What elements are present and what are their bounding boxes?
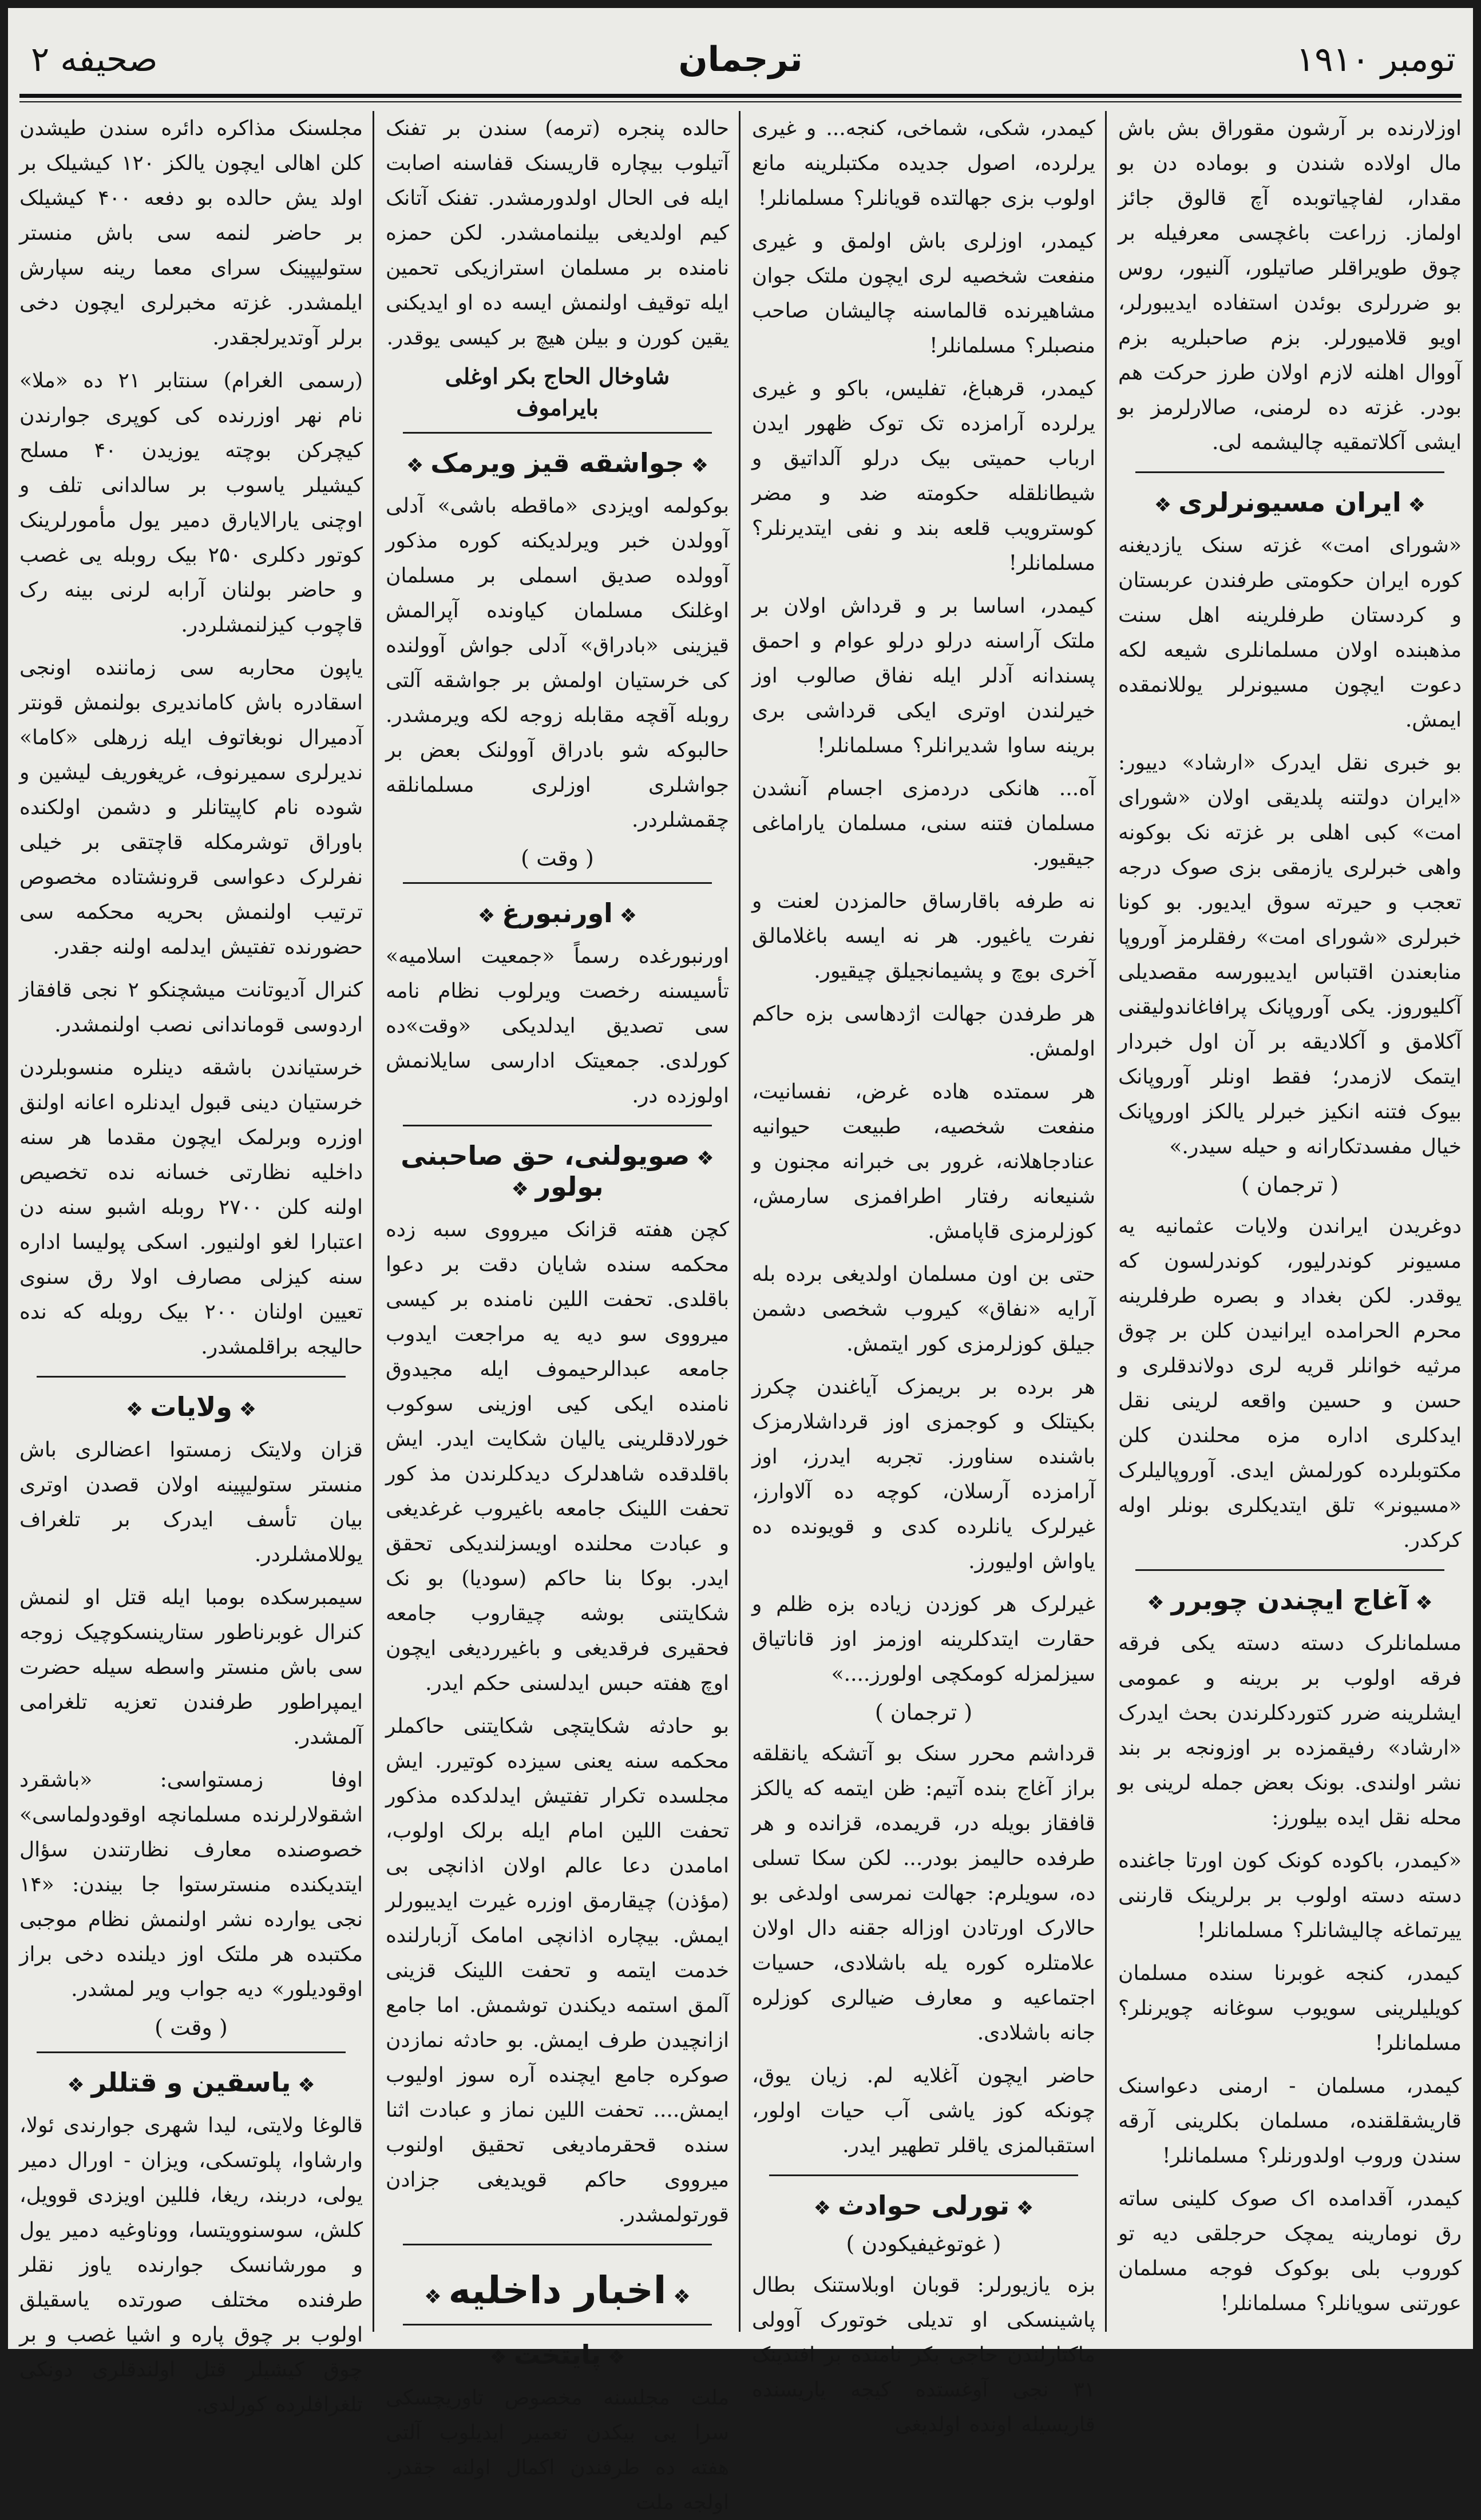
article-paragraph: خرستیاندن باشقه دینلره منسوبلردن خرستیان دینی قبول ایدنلره اعانه اولنق اوزره وبرلمک ایچون مقدما هر سنه داخلیه نظارتی خسانه نده تخصیص اولنه کلن ۲۷۰۰ روبله اشبو سنه دن اعتبارا لغو اولنیور. اسکی پولیسا اداره سنه کیزلی مصارف اولا رق سنوی تعیین اولنان ۲۰۰ بیک روبله که نده حالیجه براقلمشدر. [19,1056,363,1359]
source-credit: ( وقت ) [386,846,729,871]
author-signature: بایراموف [516,395,599,420]
newspaper-page [8,8,1473,2514]
section-separator [403,882,712,884]
source-credit: ( غوتوغیفیکودن ) [752,2231,1095,2256]
masthead-rule-thin [19,101,1462,102]
section-heading: ❖ تورلی حوادث ❖ [752,2190,1095,2221]
article-paragraph: بو خبری نقل ایدرک «ارشاد» دییور: «ایران دولتنه پلدیقی اولان «شورای امت» کبی اهلی بر غزته نک بوکونه واهی خبرلری یازمقی بزی صوک درجه تعجب و حیرته سوق ایدیور. بو کونا خبرلری «شورای امت» رفقلرمز آوروپا منابعندن اقتباس ایدیبورسه مقصدیلی آکلیوروز. یکی آوروپانک پرافاغاندولیقنی آکلامق و آکلادیقه بر آن اول خبردار ایتمک لازمدر؛ فقط اونلر آوروپانک بیوک فتنه انکیز خبرلر یالکز اوروپانک خیال مفسدتکارانه و حیله سیدر.» [1118,751,1462,1158]
article-paragraph: حاضر ایچون آغلایه لم. زیان یوق، چونکه کوز یاشی آب حیات اولور، استقبالمزی یاقلر تطهیر ایدر. [752,2064,1095,2157]
section-separator [1135,471,1444,473]
article-paragraph: اوفا زمستواسی: «باشقرد اشقولارلرنده مسلمانچه اوقودولماسی» خصوصنده معارف نظارتندن سؤال ایتدیکنده منسترستوا جا بیندن: «۱۴ نجی یوارده نشر اولنمش نظام موجبی مکتبده هر ملتک اوز دیلنده دخی براز اوقودیلور» دیه جواب ویر لمشدر. [19,1768,363,2001]
column-divider [373,111,374,2332]
article-paragraph: بزه یازیورلر: قوبان اوبلاستنک بطال پاشینسکی او تدیلی خوتورک آوولی ماکتارلندن حاجی بکر نامنده بر افندینک ۳۱ نجی آوغستده کیجه یاریسنده قاریسیله اونده اولدیغی [752,2273,1095,2436]
section-heading: ❖ جواشقه قیز ویرمک ❖ [386,447,729,478]
section-heading: ❖ صویولنی، حق صاحبنی بولور ❖ [386,1140,729,1202]
article-paragraph: مجلسنک مذاکره دائره سندن طیشدن کلن اهالی ایچون یالکز ۱۲۰ کیشیلک بر اولد یش حالده بو دفعه ۴۰۰ کیشیلک بر حاضر لنمه سی باش منستر ستولیپینک سرای معما رینه سپارش ایلمشدر. غزته مخبرلری ایچون دخی برلر آوتدیرلجقدر. [19,117,363,350]
section-heading: ❖ ولایات ❖ [19,1391,363,1422]
article-paragraph: بو حادثه شکایتچی شکایتنی حاکملر محکمه سنه یعنی سیزده کوتیرر. ایش مجلسده تکرار تفتیش ایدلدکده مذکور تحفت اللین امام ایله برلک اولوب، امامدن دعا عالم اولان اذانچی بی (مؤذن) چیقارمق اوزره غیرت ایدیبورلر ایمش. بیچاره اذانچی امامک آزبارلنده خدمت ایتمه و تحفت اللینک قزینی آلمق استمه دیکندن توشمش. اما جامع ازانچیدن طرف ایمش. بو حادثه نمازدن صوکره جامع ایچنده آره سوز اولیوب ایمش.... تحفت اللین نماز و عبادت اثنا سنده قحقرمادیغی تحقیق اولنوب میرووی حاکم قویدیغی جزادن قورتولمشدر. [386,1715,729,2227]
article-paragraph: (رسمی الغرام) سنتابر ۲۱ ده «ملا» نام نهر اوزرنده کی کوپری جوارندن کیچرکن بوچته یوزیدن ۴۰ مسلح کیشیلر یاسوب بر سالدانی تلف و اوچنی یارالایارق دمیر یول مأمورلرینک کوتور دکلری ۲۵۰ بیک روبله یی غصب و حاضر بولنان آرابه لرنی بینه رک قاچوب کیزلنمشلردر. [19,369,363,637]
article-paragraph: سیمبرسکده بومبا ایله قتل او لنمش کنرال غوبرناطور ستارینسکوچیک زوجه سی باش منستر واسطه سیله حضرت ایمپراطور طرفندن تعزیه تلغرامی آلمشدر. [19,1586,363,1749]
section-separator [37,1376,346,1378]
article-paragraph: نه طرفه باقارساق حالمزدن لعنت و نفرت یاغیور. هر نه ایسه باغلامالق آخری بوچ و پشیمانجیلق چیقیور. [752,890,1095,983]
column-4 [19,111,363,2416]
section-separator [403,2244,712,2245]
section-separator [37,2051,346,2053]
article-paragraph: بوکولمه اویزدی «ماقطه باشی» آدلی آوولدن خبر ویرلدیکنه کوره مذکور آوولده صدیق اسملی بر مسلمان اوغلنک مسلمان کیاونده آپرالمش قیزینی «بادراق» آدلی جواش آوولنده کی خرستیان اولمش بر جواشقه آلتی روبله آقچه مقابله زوجه لکه ویرمشدر. حالبوکه شو بادراق آوولنک بعض بر جواشلری اوزلری مسلمانلقه چقمشلردر. [386,494,729,832]
section-heading: ❖ یاسقین و قتللر ❖ [19,2067,363,2098]
newspaper-title: ترجمان [678,39,803,80]
section-separator [403,1125,712,1126]
article-paragraph: کیمدر، شکی، شماخی، کنجه... و غیری یرلرده، اصول جدیده مکتبلرینه مانع اولوب بزی جهالتده قویانلر؟ مسلمانلر! [752,117,1095,210]
article-paragraph: آه... هانکی دردمزی اجسام آنشدن مسلمان فتنه سنی، مسلمان یاراماغی جیقیور. [752,777,1095,870]
section-heading: ❖ اخبار داخلیه ❖ [386,2268,729,2312]
section-heading: ❖ اورنبورغ ❖ [386,898,729,928]
masthead [8,8,1473,117]
section-heading: ❖ آغاج ایچندن چوبرر ❖ [1118,1585,1462,1616]
section-separator [1135,1569,1444,1571]
article-paragraph: کیمدر، اساسا بر و قرداش اولان بر ملتک آراسنه درلو درلو عوام و احمق پسندانه آدلر ایله نفاق صالوب اوز خیرلندن اوتری ایکی قرداشی بری برینه ساوا شدیرانلر؟ مسلمانلر! [752,594,1095,757]
article-paragraph: هر سمتده هاده غرض، نفسانیت، منفعت شخصیه، طبیعت حیوانیه عنادجاهلانه، غرور بی خبرانه مجنون و شنیعانه رفتار اطرافمزی سارمش، کوزلرمزی قاپامش. [752,1080,1095,1243]
article-paragraph: کیمدر، اوزلری باش اولمق و غیری منفعت شخصیه لری ایچون ملتک جوان مشاهیرنده قالماسنه چالیشان صاحب منصبلر؟ مسلمانلر! [752,229,1095,358]
issue-date: تومبر ۱۹۱۰ [1296,39,1456,80]
column-3 [386,111,729,2514]
article-paragraph: کیمدر، کنجه غوبرنا سنده مسلمان کویلیلرینی سویوب سوغانه چویرنلر؟ مسلمانلر! [1118,1962,1462,2055]
page-number: صحیفه ۲ [31,39,158,80]
article-paragraph: کچن هفته قزانک میرووی سبه زده محکمه سنده شایان دقت بر دعوا باقلدی. تحفت اللین نامنده بر کیسی میرووی سو دیه یه مراجعت ایدوب جامعه عبدالرحیموف ایله مجیدوق نامنده ایکی کیی اوزینی سوکوب خورلادقلرینی یالیان شکایت ایدر. ایش باقلدقده شاهدلرک دیدکلرندن مذ کور تحفت اللینک جامعه باغیروب غرغدیغی و عبادت محلنده اویسزلندیکی تحقق ایدر. بوکا بنا حاکم (سودیا) بو نک شکایتنی بوشه چیقاروب جامعه فحقیری فرقدیغی و باغیرردیغی ایچون اوچ هفته حبس ایدلسنی حکم ایدر. [386,1218,729,1695]
article-paragraph: حالده پنجره (ترمه) سندن بر تفنک آتیلوب بیچاره قاریسنک قفاسنه اصابت ایله فی الحال اولدورمشدر. تفنک آتانک کیم اولدیغی بیلنمامشدر. لکن حمزه نامنده بر مسلمان استرازیکی تحمین ایله توقیف اولنمش ایسه ده او ایدیکنی یقین کورن و بیلن هیچ بر کیسی یوقدر. [386,117,729,350]
article-paragraph: حتی بن اون مسلمان اولدیغی برده بله آرایه «نفاق» کیروب شخصی دشمن جیلق کوزلرمزی کور ایتمش. [752,1263,1095,1356]
article-paragraph: اورنبورغده رسماً «جمعیت اسلامیه» تأسیسنه رخصت ویرلوب نظام نامه سی تصدیق ایدلدیکی «وقت»ده کورلدی. جمعیتک ادارسی سایلانمش اولوزده در. [386,944,729,1108]
column-divider [739,111,740,2332]
article-paragraph: «کیمدر، باکوده کونک کون اورتا جاغنده دسته دسته اولوب بر برلرینک قارننی ییرتماغه چالیشانلر؟ مسلمانلر! [1118,1849,1462,1942]
section-separator [403,432,712,434]
article-paragraph: کنرال آدیوتانت میشچنکو ۲ نجی قافقاز اردوسی قوماندانی نصب اولنمشدر. [19,978,363,1037]
section-separator [769,2174,1078,2176]
section-separator [403,2324,712,2325]
section-heading: ❖ ایران مسیونرلری ❖ [1118,487,1462,518]
column-2 [752,111,1095,2436]
article-paragraph: یاپون محاربه سی زماننده اونجی اسقادره باش کاماندیری بولنمش قونتر آدمیرال نوبغاتوف ایله زرهلی «کاما» ندیرلری سمیرنوف، غریغوریف لیشین و شوده نام کاپیتانلر و دشمن اولکنده باوراق توشرمکله قاچتقی بر خیلی نفرلرک دعواسی قرونشتاده مخصوص ترتیب اولنمش بحریه محکمه سی حضورنده تفتیش ایدلمه اولنه جقدر. [19,656,363,959]
article-paragraph: دوغریدن ایراندن ولایات عثمانیه یه مسیونر کوندرلیور، کوندرلسون که یوقدر. لکن بغداد و بصره طرفلرینه محرم الحرامده ایرانیدن کلن بر چوق مرثیه خوانلر قریه لری دولاندقلری و حسن و حسین واقعه لرینی نقل ایدکلری اداره مزه محلندن کلن مکتوبلرده کورلمش ایدی. آوروپالیلرک «مسیونر» تلق ایتدیکلری بونلر اوله کرکدر. [1118,1215,1462,1552]
masthead-rule [19,94,1462,98]
article-paragraph: کیمدر، آقدامده اک صوک کلینی ساته رق نومارینه یمچک حرجلقی دیه تو کوروب بلی بوکوک فوجه مسلمان عورتنی سویانلر؟ مسلمانلر! [1118,2187,1462,2315]
source-credit: ( وقت ) [19,2015,363,2040]
article-paragraph: قزان ولایتک زمستوا اعضالری باش منستر ستولیپینه اولان قصدن اوتری بیان تأسف ایدرک بر تلغراف یوللامشلردر. [19,1438,363,1566]
section-heading: ❖ پایتخت ❖ [386,2339,729,2370]
article-paragraph: قالوغا ولایتی، لیدا شهری جوارندی ئولا، وارشاوا، پلوتسکی، ویزان - اورال دمیر یولی، دربند، ریغا، فللین اویزدی قوویل، کلش، سوسنوویتسا، ووناوغیه دمیر یول و مورشانسک جوارنده یاوز نقلر طرفنده مختلف صورتده یاسقیلق اولوب بر چوق پاره و اشیا غصب و بر چوق کیشیلر قتل اولندقلری دونکی تلغرافلرده کورلدی. [19,2114,363,2416]
source-credit: ( ترجمان ) [1118,1172,1462,1197]
article-paragraph: غیرلرک هر کوزدن زیاده بزه ظلم و حقارت ایتدکلرینه اوزمز اوز قاناتیاق سیزلمزله کومکچی اولورز....» [752,1593,1095,1686]
article-paragraph: کیمدر، مسلمان - ارمنی دعواسنک قاریشقلقنده، مسلمان بکلرینی آرقه سندن وروب اولدورنلر؟ مسلمانلر! [1118,2074,1462,2168]
article-paragraph: مسلمانلرک دسته دسته یکی فرقه فرقه اولوب بر برینه و عمومی ایشلرینه ضرر کتوردکلرندن بحث ایدرک «ارشاد» رفیقمزده بر اوزونجه بر بند نشر اولندی. بونک بعض جمله لرینی بو محله نقل ایده بیلورز: [1118,1632,1462,1830]
column-1 [1118,111,1462,2332]
article-paragraph: قرداشم محرر سنک بو آتشکه یانقلقه براز آغاج بنده آتیم: ظن ایتمه که یالکز قافقاز بویله در، قریمده، قزانده و هر طرفده حالیمز بودر... لکن سکا تسلی ده، سویلرم: جهالت نمرسی اولدغی بو حالارک اورتادن اوزاله جقنه دال اولان علامتلره کوره یله باشلادی، حسیات اجتماعیه و معارف ضیالری کوزلره جانه باشلادی. [752,1742,1095,2045]
article-paragraph: کیمدر، قرهباغ، تفلیس، باکو و غیری یرلرده آرامزده تک توک ظهور ایدن ارباب حمیتی بیک درلو آلداتیق و شیطانلقله حکومته ضد و مضر کوسترویب قلعه بند و نفی ایتدیرنلر؟ مسلمانلر! [752,377,1095,575]
article-paragraph: «شورای امت» غزته سنک یازدیغنه کوره ایران حکومتی طرفندن عربستان و کردستان طرفلرینه اهل سنت مذهبنده اولان مسلمانلری شیعه لکه دعوت ایچون مسیونرلر یوللانمقده ایمش. [1118,534,1462,732]
article-paragraph: ملت مجلسنه مخصوص تاوریچسکی سرا یی بیکدن تعمیر ایدیلوب آلتی هفته ده طرفندن اکمال اولنه جقدر. اولجه ملت [386,2386,729,2514]
column-divider [1105,111,1107,2332]
author-signature: شاوخال الحاج بکر اوغلی [445,363,670,389]
source-credit: ( ترجمان ) [752,1700,1095,1725]
article-paragraph: اوزلارنده بر آرشون مقوراق بش باش مال اولاده شندن و بوماده دن بو مقدار، لفاچیاتوبده آچ قالوق جائز اولماز. زراعت باغچسی معرفیله بر چوق طویراقلر صاتیلور، آلنیور، روس بو ضررلری بوئدن استفاده ایدیبورلر، اویو قلامیورلر. بزم صاحبلریه بزم آووال اهلنه لازم اولان طرز حرکت هم بودر. غزته ده لرمنی، صالارلرمز بو ایشی آکلاتمقیه چالیشمه لی. [1118,117,1462,454]
article-paragraph: هر برده بر بریمزک آیاغندن چکرز بکیتلک و کوجمزی اوز قرداشلارمزک باشنده سناورز. تجربه ایدرز، اوز آرامزده آرسلان، کوچه ده آلاوارز، غیرلرک یانلرده کدی و قویونده ده یاواش اولیورز. [752,1375,1095,1573]
article-paragraph: هر طرفدن جهالت اژدهاسی بزه حاکم اولمش. [752,1002,1095,1061]
